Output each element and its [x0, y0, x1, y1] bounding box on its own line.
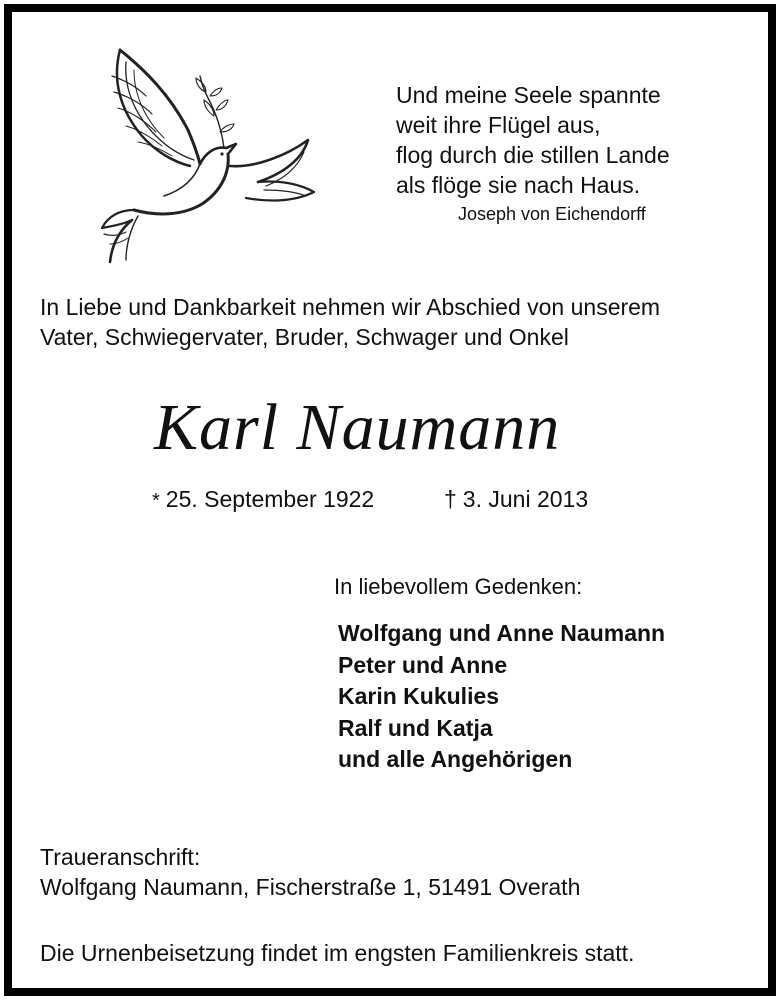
obituary-notice [4, 4, 776, 996]
memory-heading: In liebevollem Gedenken: [334, 574, 583, 599]
mourner-item: und alle Angehörigen [338, 746, 573, 772]
mourner-item: Ralf und Katja [338, 714, 493, 741]
mourner-item: Karin Kukulies [338, 683, 500, 709]
intro-line: Vater, Schwiegervater, Bruder, Schwager und Onkel [40, 324, 569, 350]
address-value: Wolfgang Naumann, Fischerstraße 1, 51491 Overath [40, 874, 581, 900]
deceased-name: Karl Naumann [154, 391, 561, 464]
burial-note: Die Urnenbeisetzung findet im engsten Familienkreis statt. [40, 940, 635, 966]
mourner-item: Wolfgang und Anne Naumann [338, 620, 666, 646]
mourning-address [40, 842, 580, 902]
birth-date-value: 25. September 1922 [165, 486, 375, 512]
poem-line: flog durch die stillen Lande [396, 142, 670, 168]
birth-symbol: * [152, 490, 160, 512]
intro-text [40, 292, 660, 352]
birth-date [152, 486, 374, 513]
death-date-value: 3. Juni 2013 [462, 486, 589, 512]
mourners-list [338, 618, 665, 776]
cross-symbol: † [444, 486, 457, 512]
dove-illustration [90, 40, 326, 272]
poem-line: Und meine Seele spannte [396, 82, 661, 108]
death-date [444, 486, 588, 513]
poem-line: als flöge sie nach Haus. [396, 172, 641, 198]
poem-line: weit ihre Flügel aus, [396, 112, 601, 138]
mourner-item: Peter und Anne [338, 651, 508, 678]
poem [396, 80, 670, 200]
poem-author: Joseph von Eichendorff [458, 204, 646, 224]
address-label: Traueranschrift: [40, 844, 201, 870]
intro-line: In Liebe und Dankbarkeit nehmen wir Abschied von unserem [40, 294, 661, 320]
